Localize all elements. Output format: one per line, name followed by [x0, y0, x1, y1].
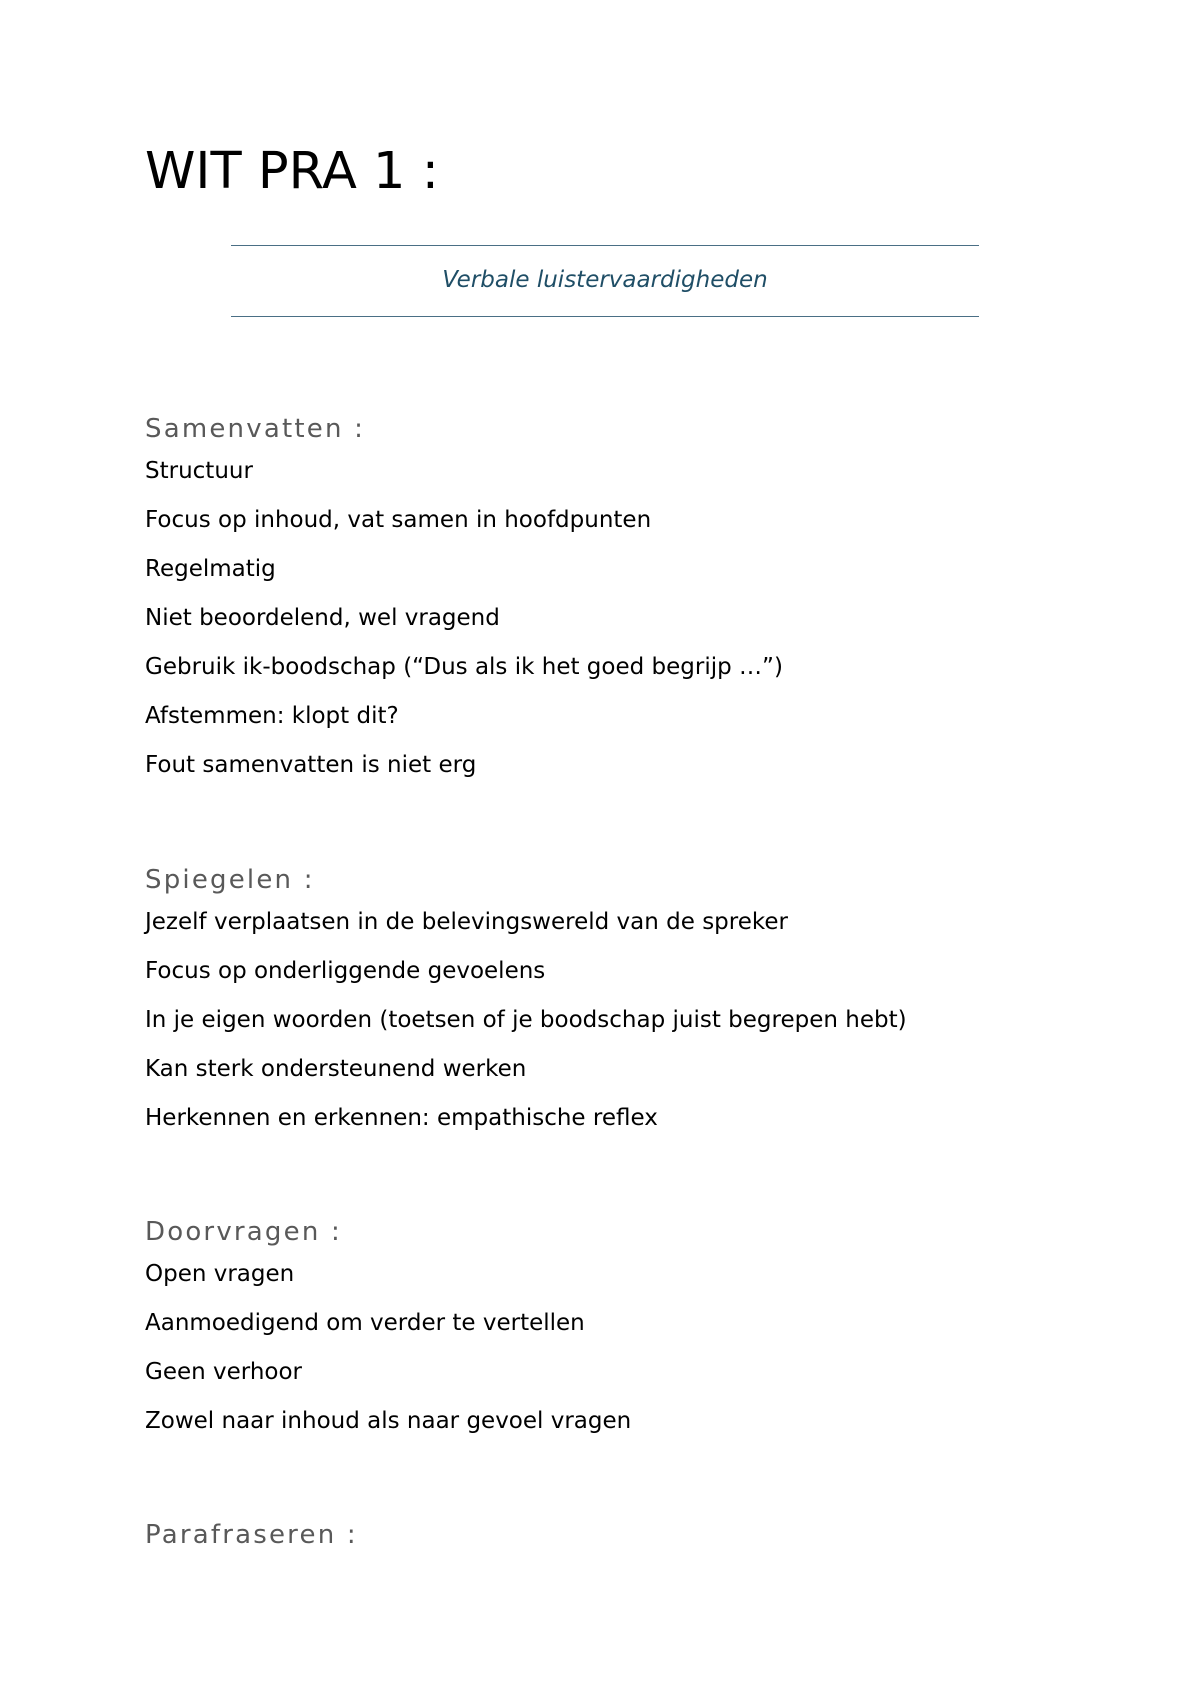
- list-item: Focus op onderliggende gevoelens: [145, 958, 546, 984]
- document-subtitle: Verbale luistervaardigheden: [442, 267, 768, 293]
- section-doorvragen: [145, 1216, 1105, 1456]
- section-samenvatten: [145, 413, 1105, 800]
- list-item: Jezelf verplaatsen in de belevingswereld van de spreker: [145, 909, 788, 935]
- section-spiegelen: [145, 864, 1105, 1153]
- list-item: Regelmatig: [145, 556, 276, 582]
- list-item: Zowel naar inhoud als naar gevoel vragen: [145, 1408, 632, 1434]
- section-heading: Parafraseren :: [145, 1520, 358, 1550]
- list-item: Focus op inhoud, vat samen in hoofdpunten: [145, 507, 652, 533]
- list-item: Herkennen en erkennen: empathische reflex: [145, 1105, 658, 1131]
- subtitle-block: [231, 245, 979, 317]
- section-parafraseren: [145, 1519, 1105, 1563]
- section-heading: Samenvatten :: [145, 414, 366, 444]
- list-item: Open vragen: [145, 1261, 295, 1287]
- list-item: Afstemmen: klopt dit?: [145, 703, 399, 729]
- list-item: Kan sterk ondersteunend werken: [145, 1056, 527, 1082]
- list-item: Gebruik ik-boodschap (“Dus als ik het goed begrijp …”): [145, 654, 783, 680]
- list-item: In je eigen woorden (toetsen of je boodschap juist begrepen hebt): [145, 1007, 907, 1033]
- document-title: WIT PRA 1 :: [145, 142, 439, 201]
- list-item: Geen verhoor: [145, 1359, 303, 1385]
- list-item: Niet beoordelend, wel vragend: [145, 605, 500, 631]
- section-heading: Spiegelen :: [145, 865, 315, 895]
- list-item: Fout samenvatten is niet erg: [145, 752, 477, 778]
- section-heading: Doorvragen :: [145, 1217, 342, 1247]
- list-item: Structuur: [145, 458, 253, 484]
- list-item: Aanmoedigend om verder te vertellen: [145, 1310, 585, 1336]
